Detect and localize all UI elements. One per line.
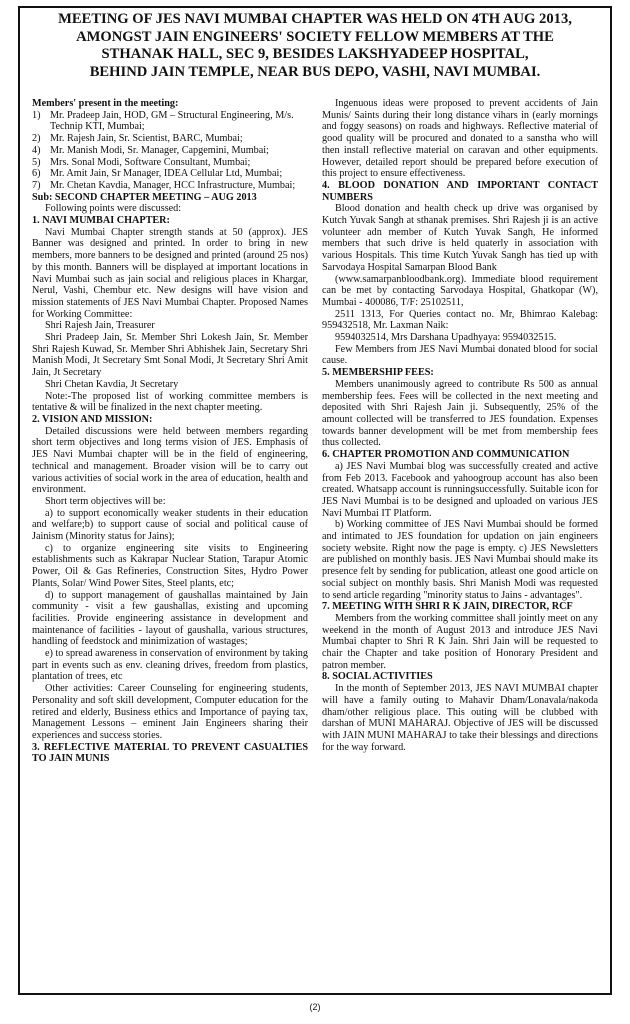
- member-item: [32, 110, 308, 133]
- subject-line: Sub: SECOND CHAPTER MEETING – AUG 2013: [32, 191, 257, 203]
- members-list: [32, 110, 308, 192]
- page-frame: [18, 6, 612, 995]
- note-paragraph: Note:-The proposed list of working committee members is tentative & will be finalized in the next chapter meeting.: [32, 390, 308, 414]
- paragraph: Members from the working committee shall jointly meet on any weekend in the month of August 2013 and introduce JES Navi Mumbai chapter to Shri R K Jain. Shri Jain will be requested to chair the Chapter and take position of Honorary President and patron member.: [322, 612, 598, 671]
- objective-a: a) to support economically weaker students in their education and welfare;b) to support cause of social and political cause of Jainism (Minority status for Jains);: [32, 507, 308, 543]
- member-number: 4): [32, 144, 41, 156]
- paragraph: 9594032514, Mrs Darshana Upadhyaya: 9594032515.: [335, 332, 557, 344]
- right-column: [322, 98, 598, 989]
- member-text: Mrs. Sonal Modi, Software Consultant, Mumbai;: [50, 156, 251, 168]
- section-heading-membership-fees: 5. MEMBERSHIP FEES:: [322, 367, 434, 379]
- paragraph: a) JES Navi Mumbai blog was successfully created and active from Feb 2013. Facebook and yahoogroup account has also been created. Whatsapp account is runningsuccessfully. Suitable icon for JES Navi Mumbai is to be designed and uploaded on various JES Navi Mumbai IT Platform.: [322, 460, 598, 519]
- member-number: 5): [32, 156, 41, 168]
- other-activities: Other activities: Career Counseling for engineering students, Personality and soft skill development, Computer education for the retired and elderly, Business ethics and Importance of paying tax, Management Lessons – eminent Jain Engineers sharing their experiences and success stories.: [32, 683, 308, 741]
- member-number: 6): [32, 168, 41, 180]
- section-heading-promotion: 6. CHAPTER PROMOTION AND COMMUNICATION: [322, 449, 570, 461]
- paragraph: Shri Rajesh Jain, Treasurer: [45, 320, 155, 332]
- member-text: Mr. Pradeep Jain, HOD, GM – Structural Engineering, M/s. Technip KTI, Mumbai;: [50, 109, 294, 133]
- member-text: Mr. Rajesh Jain, Sr. Scientist, BARC, Mumbai;: [50, 133, 243, 145]
- intro-text: Following points were discussed:: [45, 203, 182, 215]
- paragraph: Ingenuous ideas were proposed to prevent accidents of Jain Munis/ Saints during their long distance vihars in (early mornings and foggy seasons) on roads and highways. Reflective material of good quality will be procured and donated to a sanstha who will then install reflective material on caravan and other equipments. However, detailed report should be prepared before execution of this project to ensure effectiveness.: [322, 98, 598, 180]
- member-number: 7): [32, 179, 41, 191]
- title-line: MEETING OF JES NAVI MUMBAI CHAPTER WAS HELD ON 4TH AUG 2013,: [58, 11, 572, 27]
- member-item: [32, 133, 308, 145]
- member-item: [32, 180, 308, 192]
- paragraph: b) Working committee of JES Navi Mumbai should be formed and intimated to JES foundation for updation on jain engineers society website. Right now the page is empty. c) JES Newsletters are published on monthly basis. JES Navi Mumbai should make its presence felt by sending for publication, atleast one good article on social subject on monthly basis. Shri Manish Modi was requested to send article regarding "minority status to Jains - advantages".: [322, 519, 598, 601]
- section-heading-blood-donation: 4. BLOOD DONATION AND IMPORTANT CONTACT NUMBERS: [322, 179, 598, 203]
- objective-d: d) to support management of gaushallas maintained by Jain community - visit a few gaushallas, existing and upcoming facilities. Provide engineering assistance in development and maintenance of facilities - layout of gaushalla, various structures, handling of feedstock and minimization of wastages;: [32, 589, 308, 648]
- member-item: [32, 168, 308, 180]
- paragraph: Members unanimously agreed to contribute Rs 500 as annual membership fees. Fees will be collected in the next meeting and deposited with Shri Rajesh Jain ji. Subsequently, 25% of the amount collected will be transferred to JES foundation. Expenses towards banner development will be met from membership fees thus collected.: [322, 378, 598, 449]
- section-heading-social-activities: 8. SOCIAL ACTIVITIES: [322, 671, 433, 683]
- member-text: Mr. Chetan Kavdia, Manager, HCC Infrastructure, Mumbai;: [50, 179, 296, 191]
- paragraph: Blood donation and health check up drive was organised by Kutch Yuvak Sangh at sthanak premises. Shri Rajesh ji is an active volunteer adn member of Kutch Yuvak Sangh, He informed members that such drive is held quaterly in association with various Hospitals. This time Kutch Yuvak Sangh has tied up with Sarvodaya Hospital Samarpan Blood Bank: [322, 203, 598, 273]
- objective-e: e) to spread awareness in conservation of environment by taking part in events such as env. cleaning drives, freedom from plastics, plantation of trees, etc: [32, 648, 308, 683]
- paragraph: 2511 1313, For Queries contact no. Mr, Bhimrao Kalebag: 959432518, Mr. Laxman Naik:: [322, 308, 598, 332]
- objective-c: c) to organize engineering site visits to Engineering establishments such as Kakrapar Nuclear Station, Tarapur Atomic Power, Oil & Gas Refineries, Construction Sites, Hydro Power Plants, Solar/ Wind Power Sites, Steel plants, etc;: [32, 542, 308, 589]
- paragraph: Short term objectives will be:: [45, 495, 166, 507]
- title-line: AMONGST JAIN ENGINEERS' SOCIETY FELLOW MEMBERS AT THE: [76, 28, 554, 45]
- paragraph: Shri Chetan Kavdia, Jt Secretary: [45, 378, 179, 390]
- member-text: Mr. Amit Jain, Sr Manager, IDEA Cellular Ltd, Mumbai;: [50, 168, 283, 180]
- section-heading-vision-mission: 2. VISION AND MISSION:: [32, 413, 153, 425]
- members-heading: Members' present in the meeting:: [32, 98, 179, 109]
- member-item: [32, 157, 308, 169]
- title-line: STHANAK HALL, SEC 9, BESIDES LAKSHYADEEP HOSPITAL,: [101, 46, 529, 62]
- member-number: 1): [32, 109, 41, 121]
- left-column: [32, 98, 308, 989]
- title-line: BEHIND JAIN TEMPLE, NEAR BUS DEPO, VASHI, NAVI MUMBAI.: [89, 63, 541, 80]
- article-body: [32, 98, 598, 989]
- paragraph: Few Members from JES Navi Mumbai donated blood for social cause.: [322, 343, 598, 367]
- paragraph: In the month of September 2013, JES NAVI MUMBAI chapter will have a family outing to Mahavir Dham/Lonavala/nakoda dham/other religious place. This outing will be clubbed with darshan of MUNI MAHARAJ. Objective of JES will be discussed with JAIN MUNI MAHARAJ to take their blessings and directions for the way forward.: [322, 683, 598, 753]
- section-heading-reflective-material: 3. REFLECTIVE MATERIAL TO PREVENT CASUALTIES TO JAIN MUNIS: [32, 741, 308, 765]
- member-item: [32, 145, 308, 157]
- member-text: Mr. Manish Modi, Sr. Manager, Capgemini, Mumbai;: [50, 144, 269, 156]
- paragraph: (www.samarpanbloodbank.org). Immediate blood requirement can be met by contacting Sarvodaya Hospital, Ghatkopar (W), Mumbai - 400086, T/F: 25102511,: [322, 273, 598, 308]
- article-title: [24, 11, 606, 81]
- paragraph: Shri Pradeep Jain, Sr. Member Shri Lokesh Jain, Sr. Member Shri Rajesh Kuwad, Sr. Member Shri Abhishek Jain, Secretary Shri Manish Modi, Jt Secretary Smt Sonal Modi, Jt Secretary Shri Amit Jain, Jt Secretary: [32, 332, 308, 379]
- section-heading-navi-mumbai-chapter: 1. NAVI MUMBAI CHAPTER:: [32, 215, 170, 227]
- member-number: 2): [32, 133, 41, 145]
- section-heading-meeting-rk-jain: 7. MEETING WITH SHRI R K JAIN, DIRECTOR, RCF: [322, 601, 573, 613]
- page-number: (2): [309, 1002, 321, 1012]
- paragraph: Navi Mumbai Chapter strength stands at 50 (approx). JES Banner was designed and printed. In order to bring in new members, more banners to be designed and printed (around 25 nos) by this month. Banners will be displayed at important locations in Navi Mumbai such as jain social and religious places in Khargar, Nerul, Vashi, Chembur etc. New designs will have vision and mission statements of JES Navi Mumbai Chapter. Proposed Names for Working Committee:: [32, 226, 308, 320]
- paragraph: Detailed discussions were held between members regarding short term objectives and long terms vision of JES. Emphasis of JES Navi Mumbai chapter will be in the field of engineering, technical and management. Broader vision will be to carry out various activities of social work in the area of education, health and environment.: [32, 425, 308, 496]
